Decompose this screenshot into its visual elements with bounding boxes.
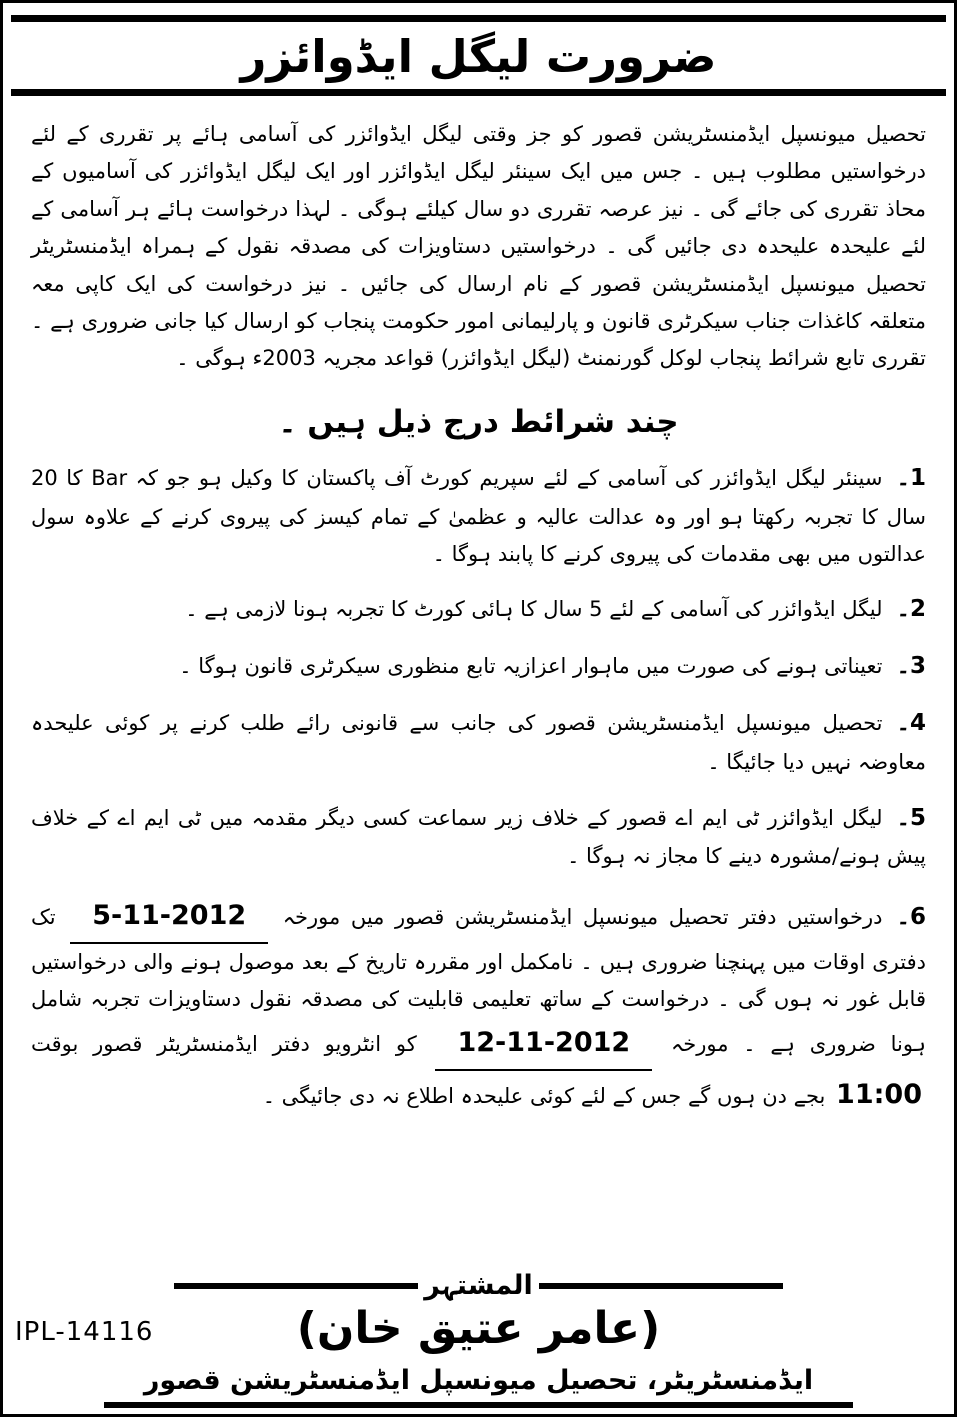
condition-text: بجے دن ہوں گے جس کے لئے کوئی علیحدہ اطلاع نہ دی جائیگی ۔: [262, 1083, 826, 1108]
ad-title: ضرورت لیگل ایڈوائزر: [240, 30, 717, 83]
interview-time: 11:00: [836, 1078, 922, 1110]
condition-item-5: [31, 798, 926, 876]
condition-text: تک دفتری اوقات میں پہنچنا ضروری ہیں ۔ نامکمل اور مقررہ تاریخ کے بعد موصول ہونے والی درخواستیں قابل غور نہ ہوں گی ۔ درخواست کے ساتھ تعلیمی قابلیت کی مصدقہ نقول دستاویزات تجربہ شامل ہونا ضروری ہے ۔ مورخہ: [31, 904, 926, 1056]
condition-text: درخواستیں دفتر تحصیل میونسپل ایڈمنسٹریشن قصور میں مورخہ: [282, 904, 883, 929]
condition-text: کو انٹرویو دفتر ایڈمنسٹریٹر قصور بوقت: [31, 1031, 417, 1056]
condition-item-4: [31, 703, 926, 781]
condition-item-2: [31, 589, 926, 630]
condition-item-3: [31, 646, 926, 687]
mushtahir-label: المشتہر: [424, 1270, 533, 1301]
condition-number: 4۔: [896, 710, 926, 737]
condition-number: 3۔: [896, 653, 926, 680]
condition-text: تحصیل میونسپل ایڈمنسٹریشن قصور کی جانب سے قانونی رائے طلب کرنے پر کوئی علیحدہ معاوضہ نہیں دیا جائیگا ۔: [31, 711, 926, 775]
conditions-heading: چند شرائط درج ذیل ہیں ۔: [278, 403, 679, 440]
condition-number: 6۔: [896, 903, 926, 930]
condition-text: لیگل ایڈوائزر ٹی ایم اے قصور کے خلاف زیر سماعت کسی دیگر مقدمہ میں ٹی ایم اے کے خلاف پیش ہونے/مشورہ دینے کا مجاز نہ ہوگا ۔: [31, 805, 926, 869]
ipl-number: IPL-14116: [15, 1317, 154, 1347]
interview-date: 12-11-2012: [435, 1019, 652, 1071]
conditions-list: [31, 458, 926, 1135]
condition-number: 1۔: [896, 464, 926, 491]
condition-text: تعیناتی ہونے کی صورت میں ماہوار اعزازیہ تابع منظوری سیکرٹری قانون ہوگا ۔: [179, 654, 883, 679]
condition-text: لیگل ایڈوائزر کی آسامی کے لئے 5 سال کا ہائی کورٹ کا تجربہ ہونا لازمی ہے ۔: [185, 597, 883, 622]
signatory-designation: ایڈمنسٹریٹر، تحصیل میونسپل ایڈمنسٹریشن قصور: [104, 1365, 853, 1408]
signature-row: [3, 1305, 954, 1363]
application-deadline-date: 5-11-2012: [70, 892, 268, 944]
condition-number: 5۔: [896, 804, 926, 831]
condition-item-6: [31, 892, 926, 1119]
condition-text: سینئر لیگل ایڈوائزر کی آسامی کے لئے سپریم کورٹ آف پاکستان کا وکیل ہو جو کہ Bar کا 20 سال کا تجربہ رکھتا ہو اور وہ عدالت عالیہ و عظمیٰ کے تمام کیسز کی پیروی کرنے کے علاوہ سول عدالتوں میں بھی مقدمات کی پیروی کرنے کا پابند ہوگا ۔: [31, 465, 926, 566]
signatory-name: (عامر عتیق خان): [296, 1303, 661, 1354]
title-top-rule: [11, 15, 946, 22]
mushtahir-line-left: [174, 1283, 418, 1289]
title-bottom-rule: [11, 89, 946, 96]
mushtahir-row: [168, 1270, 789, 1301]
intro-paragraph: تحصیل میونسپل ایڈمنسٹریشن قصور کو جز وقتی لیگل ایڈوائزر کی آسامی ہائے پر تقرری کے لئے درخواستیں مطلوب ہیں ۔ جس میں ایک سینئر لیگل ایڈوائزر اور ایک لیگل ایڈوائزر کی آسامیوں کے محاذ تقرری کی جائے گی ۔ نیز عرصہ تقرری دو سال کیلئے ہوگی ۔ لہذا درخواست ہائے ہر آسامی کے لئے علیحدہ علیحدہ دی جائیں گی ۔ درخواستیں دستاویزات کی مصدقہ نقول کے ہمراہ ایڈمنسٹریٹر تحصیل میونسپل ایڈمنسٹریشن قصور کے نام ارسال کی جائیں ۔ نیز درخواست کی ایک کاپی معہ متعلقہ کاغذات جناب سیکرٹری قانون و پارلیمانی امور حکومت پنجاب کو ارسال کیا جانی ضروری ہے ۔ تقرری تابع شرائط پنجاب لوکل گورنمنٹ (لیگل ایڈوائزر) قواعد مجریہ 2003ء ہوگی ۔: [31, 122, 926, 371]
designation-row: [3, 1365, 954, 1408]
mushtahir-line-right: [539, 1283, 783, 1289]
ad-footer: [3, 1270, 954, 1414]
condition-item-1: [31, 458, 926, 574]
condition-number: 2۔: [896, 596, 926, 623]
